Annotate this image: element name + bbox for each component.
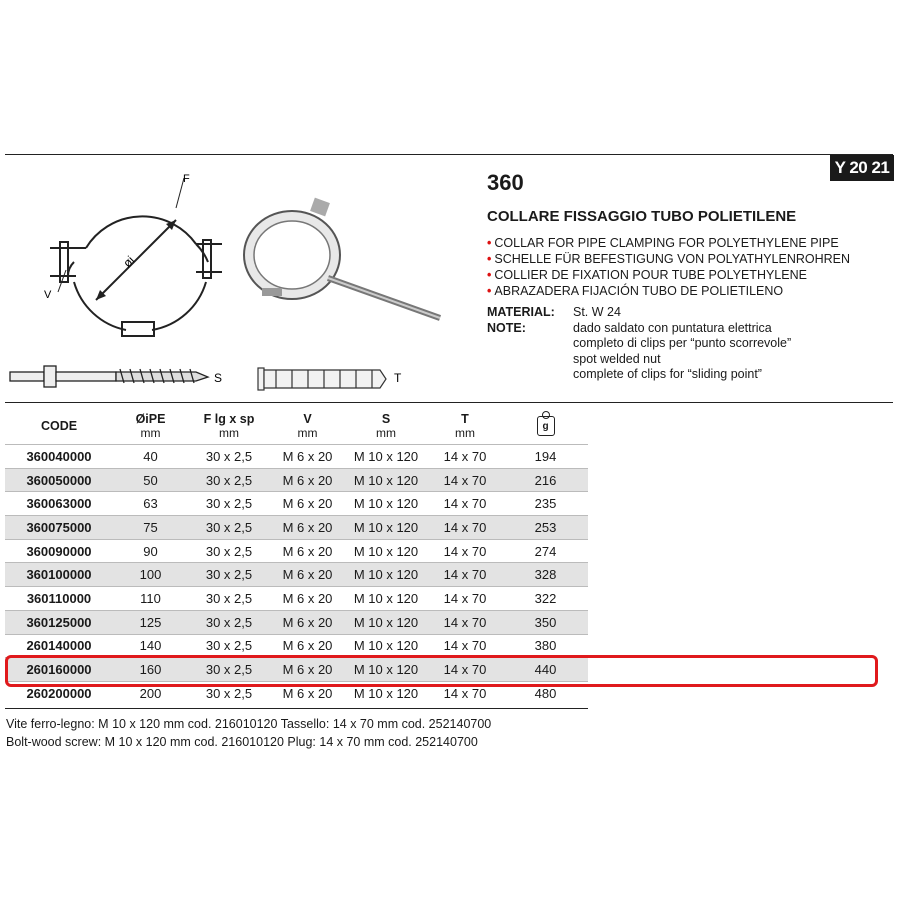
label-s: S (214, 371, 223, 385)
note-line: complete of clips for “sliding point” (573, 367, 762, 381)
table-cell: 480 (503, 681, 588, 704)
bullet-icon: • (487, 268, 492, 282)
table-cell: 30 x 2,5 (188, 610, 270, 634)
note-line: completo di clips per “punto scorrevole” (573, 336, 792, 350)
footnote-english: Bolt-wood screw: M 10 x 120 mm cod. 216010120 Plug: 14 x 70 mm cod. 252140700 (6, 735, 478, 749)
note-line: spot welded nut (573, 351, 661, 366)
table-cell: 30 x 2,5 (188, 563, 270, 587)
table-cell: 75 (113, 516, 188, 540)
table-row (5, 516, 588, 540)
notes-continued (573, 336, 791, 383)
table-cell: 14 x 70 (427, 634, 503, 658)
col-header-weight (503, 407, 588, 445)
table-row (5, 492, 588, 516)
table-cell: 14 x 70 (427, 587, 503, 611)
cell-code: 360075000 (5, 516, 113, 540)
table-cell: 194 (503, 445, 588, 469)
bullet-icon: • (487, 236, 492, 250)
table-cell: M 6 x 20 (270, 610, 345, 634)
table-cell: 30 x 2,5 (188, 468, 270, 492)
note-line: dado saldato con puntatura elettrica (573, 321, 772, 335)
note-row (487, 320, 772, 336)
product-title: COLLARE FISSAGGIO TUBO POLIETILENE (487, 208, 797, 225)
table-cell: 14 x 70 (427, 516, 503, 540)
table-cell: 30 x 2,5 (188, 492, 270, 516)
table-cell: 216 (503, 468, 588, 492)
cell-code: 360090000 (5, 539, 113, 563)
table-bottom-rule (5, 708, 588, 709)
translations-list (487, 235, 850, 299)
table-cell: M 6 x 20 (270, 492, 345, 516)
table-cell: M 10 x 120 (345, 492, 427, 516)
table-cell: M 10 x 120 (345, 658, 427, 682)
table-cell: M 6 x 20 (270, 587, 345, 611)
table-cell: 440 (503, 658, 588, 682)
table-cell: 30 x 2,5 (188, 539, 270, 563)
table-cell: 322 (503, 587, 588, 611)
table-cell: 160 (113, 658, 188, 682)
col-header-diameter: ØiPE mm (135, 411, 166, 440)
product-drawings (0, 160, 480, 395)
table-cell: 235 (503, 492, 588, 516)
table-row (5, 539, 588, 563)
table-cell: 14 x 70 (427, 492, 503, 516)
col-header-s: S mm (376, 411, 396, 440)
translation-item: • ABRAZADERA FIJACIÓN TUBO DE POLIETILENO (487, 284, 784, 298)
table-cell: 380 (503, 634, 588, 658)
table-cell: 125 (113, 610, 188, 634)
translation-item: • COLLAR FOR PIPE CLAMPING FOR POLYETHYLENE PIPE (487, 236, 839, 250)
label-t: T (394, 371, 402, 385)
clamp-technical-drawing (0, 160, 480, 395)
translation-item: • COLLIER DE FIXATION POUR TUBE POLYETHYLENE (487, 268, 807, 282)
label-oi: øi (120, 253, 138, 271)
table-cell: 140 (113, 634, 188, 658)
table-cell: 350 (503, 610, 588, 634)
table-cell: 14 x 70 (427, 681, 503, 704)
table-cell: 30 x 2,5 (188, 658, 270, 682)
table-cell: 14 x 70 (427, 539, 503, 563)
table-row (5, 658, 588, 682)
table-cell: 90 (113, 539, 188, 563)
table-cell: M 6 x 20 (270, 658, 345, 682)
table-cell: M 6 x 20 (270, 445, 345, 469)
plug-drawing (258, 368, 386, 390)
cell-code: 360125000 (5, 610, 113, 634)
table-row (5, 610, 588, 634)
table-cell: M 6 x 20 (270, 634, 345, 658)
table-row (5, 563, 588, 587)
bullet-icon: • (487, 252, 492, 266)
table-cell: 30 x 2,5 (188, 634, 270, 658)
table-cell: M 6 x 20 (270, 563, 345, 587)
table-cell: 253 (503, 516, 588, 540)
cell-code: 360050000 (5, 468, 113, 492)
table-cell: M 6 x 20 (270, 468, 345, 492)
product-table (5, 407, 588, 705)
footnote-italian: Vite ferro-legno: M 10 x 120 mm cod. 216010120 Tassello: 14 x 70 mm cod. 252140700 (6, 717, 492, 731)
spec-block (487, 304, 772, 336)
note-label: NOTE: (487, 321, 526, 335)
material-row (487, 304, 772, 320)
bolt-wood-screw-drawing (10, 366, 208, 387)
table-cell: M 10 x 120 (345, 681, 427, 704)
col-header-code: CODE (40, 418, 78, 433)
cell-code: 360100000 (5, 563, 113, 587)
bullet-icon: • (487, 284, 492, 298)
table-cell: 63 (113, 492, 188, 516)
table-cell: M 10 x 120 (345, 610, 427, 634)
cell-code: 260200000 (5, 681, 113, 704)
table-row (5, 681, 588, 704)
table-cell: 30 x 2,5 (188, 445, 270, 469)
table-cell: 110 (113, 587, 188, 611)
table-cell: M 10 x 120 (345, 634, 427, 658)
table-cell: M 10 x 120 (345, 539, 427, 563)
table-body (5, 445, 588, 705)
table-cell: M 10 x 120 (345, 516, 427, 540)
table-cell: M 10 x 120 (345, 445, 427, 469)
table-row (5, 468, 588, 492)
cell-code: 260160000 (5, 658, 113, 682)
year-badge: Y 20 21 (830, 155, 894, 181)
table-cell: 100 (113, 563, 188, 587)
product-code: 360 (487, 170, 524, 195)
table-cell: 30 x 2,5 (188, 681, 270, 704)
translation-item: • SCHELLE FÜR BEFESTIGUNG VON POLYATHYLENROHREN (487, 252, 851, 266)
table-cell: 30 x 2,5 (188, 587, 270, 611)
cell-code: 360040000 (5, 445, 113, 469)
table-header-row (5, 407, 588, 445)
label-v: V (44, 289, 52, 301)
table-cell: M 6 x 20 (270, 516, 345, 540)
material-label: MATERIAL: (487, 305, 555, 319)
table-cell: 30 x 2,5 (188, 516, 270, 540)
table-cell: 274 (503, 539, 588, 563)
material-value: St. W 24 (573, 305, 621, 319)
cell-code: 360110000 (5, 587, 113, 611)
table-cell: 14 x 70 (427, 610, 503, 634)
table-cell: M 10 x 120 (345, 587, 427, 611)
table-cell: M 6 x 20 (270, 681, 345, 704)
table-cell: 14 x 70 (427, 445, 503, 469)
col-header-v: V mm (297, 411, 318, 440)
top-rule (5, 154, 893, 155)
table-row (5, 445, 588, 469)
cell-code: 360063000 (5, 492, 113, 516)
table-cell: 200 (113, 681, 188, 704)
label-f: F (183, 173, 190, 185)
table-cell: 40 (113, 445, 188, 469)
table-cell: 14 x 70 (427, 563, 503, 587)
col-header-t: T mm (455, 411, 475, 440)
section-rule (5, 402, 893, 403)
table-row (5, 634, 588, 658)
table-cell: M 10 x 120 (345, 563, 427, 587)
table-cell: 14 x 70 (427, 468, 503, 492)
clamp-ring-drawing (50, 216, 222, 336)
table-cell: 14 x 70 (427, 658, 503, 682)
table-row (5, 587, 588, 611)
cell-code: 260140000 (5, 634, 113, 658)
table-cell: M 6 x 20 (270, 539, 345, 563)
weight-icon: g (537, 416, 555, 436)
table-cell: M 10 x 120 (345, 468, 427, 492)
clamp-3d-drawing (244, 198, 440, 318)
table-cell: 328 (503, 563, 588, 587)
col-header-band: F lg x sp mm (203, 411, 255, 440)
table-cell: 50 (113, 468, 188, 492)
